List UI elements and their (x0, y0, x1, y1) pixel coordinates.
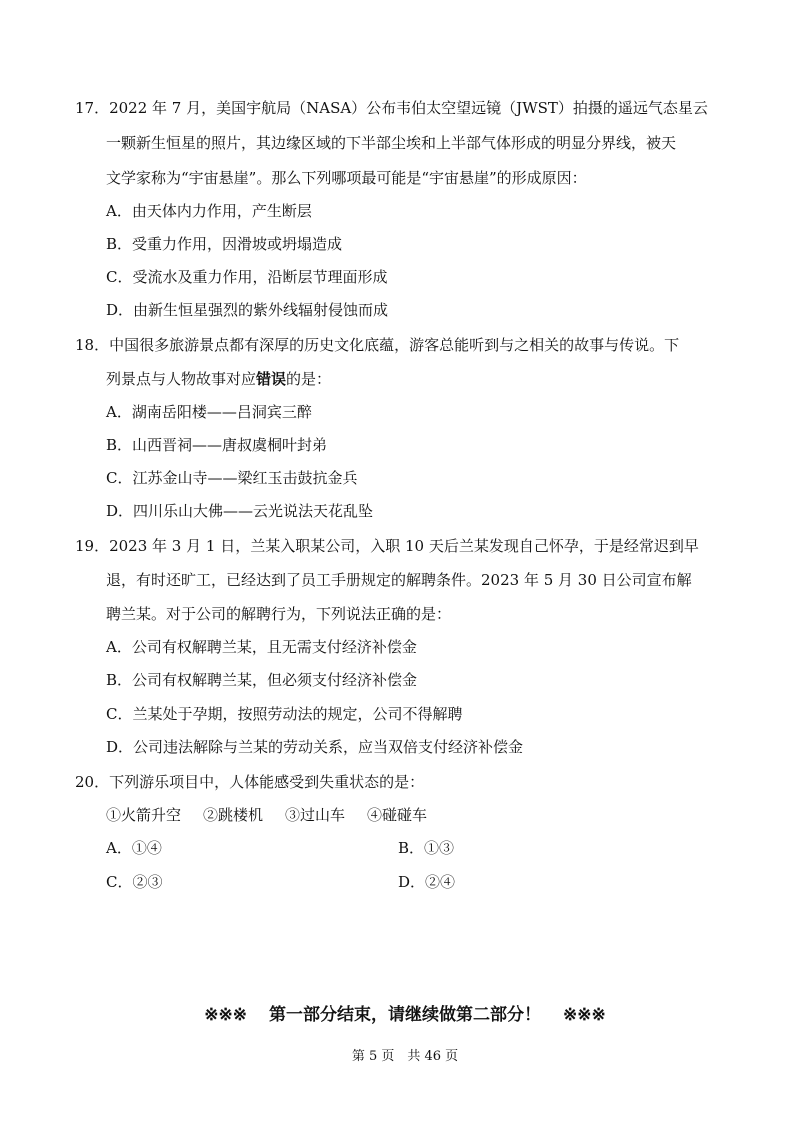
question-19-option-a: A．公司有权解聘兰某，且无需支付经济补偿金 (106, 638, 417, 656)
question-19-option-b: B．公司有权解聘兰某，但必须支付经济补偿金 (106, 671, 418, 689)
question-18-stem-text-1: 中国很多旅游景点都有深厚的历史文化底蕴，游客总能听到与之相关的故事与传说。下 (109, 336, 680, 354)
question-18-number: 18． (75, 336, 110, 354)
question-19-stem-line-3: 聘兰某。对于公司的解聘行为，下列说法正确的是： (106, 605, 452, 623)
question-20-item-1: ①火箭升空 (106, 806, 182, 824)
page-footer: 第 5 页 共 46 页 (351, 1049, 459, 1064)
question-19-stem-line-2: 退，有时还旷工，已经达到了员工手册规定的解聘条件。2023 年 5 月 30 日公司宣布解 (106, 571, 692, 589)
stars-left: ※※※ (204, 1005, 247, 1025)
question-18-option-b: B．山西晋祠——唐叔虞桐叶封弟 (106, 436, 328, 454)
question-17-option-a: A．由天体内力作用，产生断层 (106, 202, 312, 220)
question-18-emphasis-wrong: 错误 (256, 370, 287, 388)
question-20-option-d: D．②④ (398, 873, 456, 891)
question-20-stem-text-1: 下列游乐项目中，人体能感受到失重状态的是： (109, 773, 425, 791)
question-19-option-d: D．公司违法解除与兰某的劳动关系，应当双倍支付经济补偿金 (106, 738, 524, 756)
question-20-item-4: ④碰碰车 (367, 806, 428, 824)
question-17-stem-text-1: 2022 年 7 月，美国宇航局（NASA）公布韦伯太空望远镜（JWST）拍摄的遥远气态星云 (109, 99, 708, 117)
question-19-stem-text-1: 2023 年 3 月 1 日，兰某入职某公司，入职 10 天后兰某发现自己怀孕，于是经常迟到早 (109, 537, 699, 555)
question-19-stem-line-1 (75, 535, 699, 557)
question-18-stem-line-2 (106, 368, 331, 390)
question-17-option-d: D．由新生恒星强烈的紫外线辐射侵蚀而成 (106, 301, 389, 319)
question-19-option-c: C．兰某处于孕期，按照劳动法的规定，公司不得解聘 (106, 705, 463, 723)
question-18-stem-text-2b: 的是： (286, 370, 332, 388)
question-18-option-d: D．四川乐山大佛——云光说法天花乱坠 (106, 502, 374, 520)
question-20-option-a: A．①④ (106, 839, 162, 857)
question-20-stem-line-1 (75, 771, 424, 793)
part-end-message: 第一部分结束，请继续做第二部分！ (269, 1005, 541, 1025)
question-18-stem-line-1 (75, 334, 679, 356)
stars-right: ※※※ (563, 1005, 606, 1025)
question-18-stem-text-2a: 列景点与人物故事对应 (106, 370, 257, 388)
question-17-stem-line-2: 一颗新生恒星的照片，其边缘区域的下半部尘埃和上半部气体形成的明显分界线，被天 (106, 134, 677, 152)
question-18-option-c: C．江苏金山寺——梁红玉击鼓抗金兵 (106, 469, 358, 487)
question-20-option-c: C．②③ (106, 873, 163, 891)
part-end-banner (0, 1003, 800, 1027)
question-17-number: 17． (75, 99, 110, 117)
question-20-items (106, 804, 449, 826)
question-17-option-c: C．受流水及重力作用，沿断层节理面形成 (106, 268, 388, 286)
question-17-stem-line-1 (75, 97, 708, 119)
question-20-item-2: ②跳楼机 (203, 806, 264, 824)
question-18-option-a: A．湖南岳阳楼——吕洞宾三醉 (106, 403, 312, 421)
question-20-item-3: ③过山车 (285, 806, 346, 824)
question-20-option-b: B．①③ (398, 839, 455, 857)
question-19-number: 19． (75, 537, 110, 555)
question-17-option-b: B．受重力作用，因滑坡或坍塌造成 (106, 235, 343, 253)
question-17-stem-line-3: 文学家称为“宇宙悬崖”。那么下列哪项最可能是“宇宙悬崖”的形成原因： (106, 169, 587, 187)
question-20-number: 20． (75, 773, 110, 791)
